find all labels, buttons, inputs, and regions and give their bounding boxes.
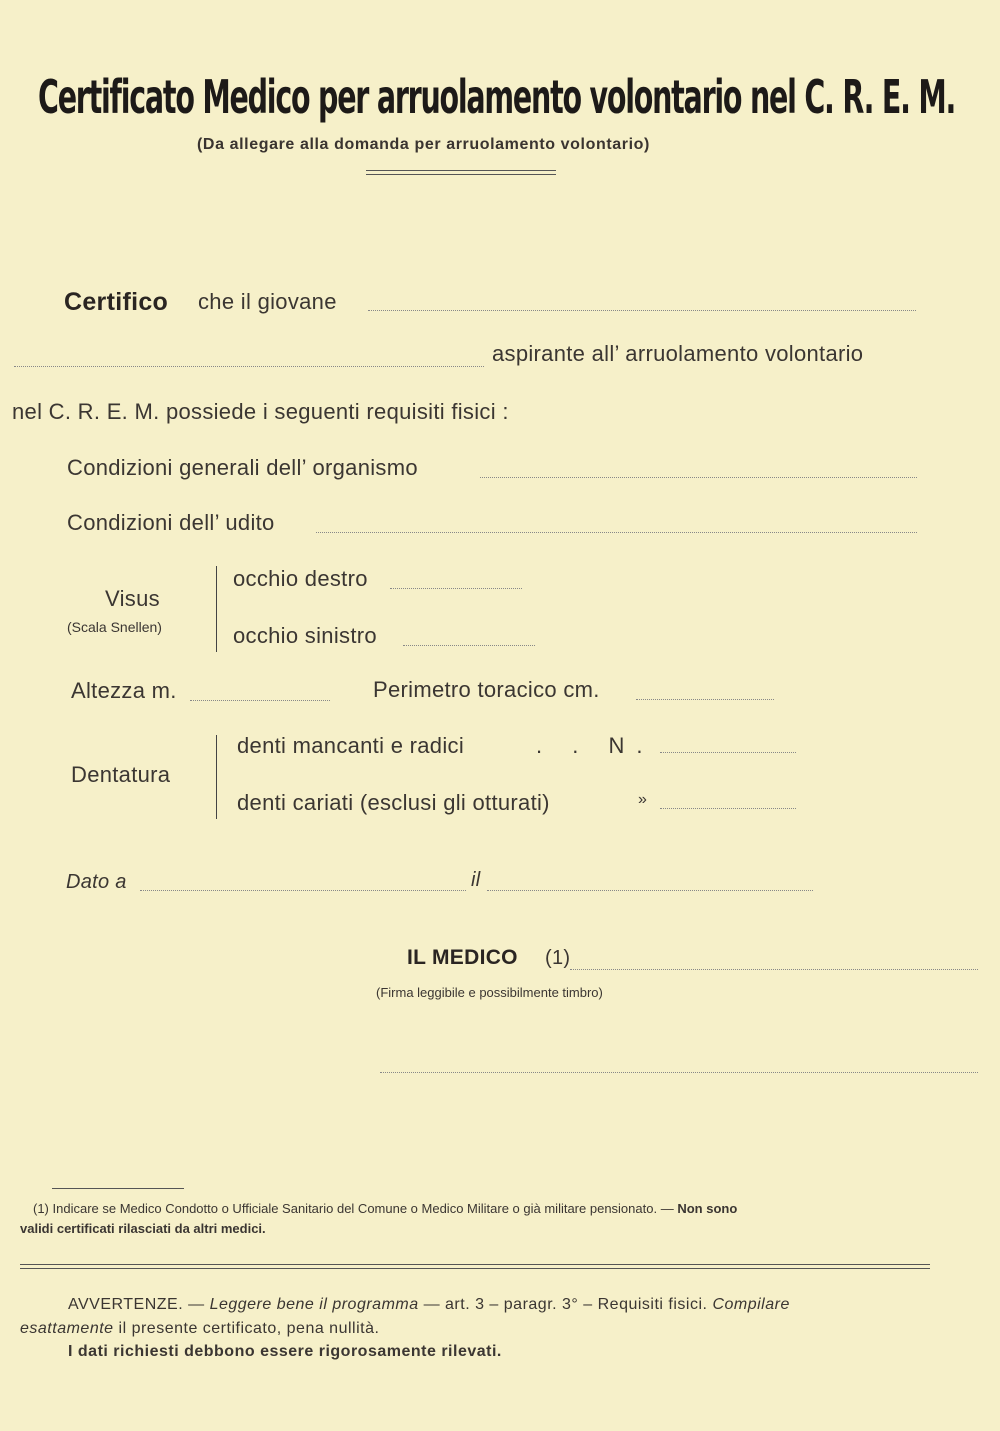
il-medico-name-field[interactable] [570, 969, 978, 970]
condizioni-generali-label: Condizioni generali dell’ organismo [67, 455, 418, 480]
footnote-text-1-bold: Non sono [677, 1201, 738, 1216]
avvertenze-line-3: I dati richiesti debbono essere rigorosamente rilevati. [68, 1343, 502, 1360]
il-label: il [471, 869, 481, 891]
aspirante-label: aspirante all’ arruolamento volontario [492, 341, 864, 366]
certifico-label: Certifico [64, 288, 169, 316]
avvertenze-italic-3: esattamente [20, 1320, 114, 1337]
occhio-sinistro-label: occhio sinistro [233, 623, 377, 648]
il-medico-note-ref: (1) [545, 947, 571, 969]
che-il-giovane-label: che il giovane [198, 289, 337, 314]
dato-a-field[interactable] [140, 890, 466, 891]
footnote-rule [52, 1188, 184, 1189]
document-subtitle: (Da allegare alla domanda per arruolamento volontario) [197, 136, 650, 153]
altezza-field[interactable] [190, 700, 330, 701]
giovane-name-field-continued[interactable] [14, 366, 484, 367]
visus-brace [216, 566, 223, 652]
title-divider-top [366, 170, 556, 171]
denti-mancanti-label: denti mancanti e radici [237, 733, 465, 758]
condizioni-udito-label: Condizioni dell’ udito [67, 510, 275, 535]
signature-field[interactable] [380, 1072, 978, 1073]
avvertenze-divider-bottom [20, 1268, 930, 1269]
altezza-label: Altezza m. [71, 678, 177, 703]
denti-mancanti-field[interactable] [660, 752, 796, 753]
avvertenze-line-1 [68, 1296, 790, 1314]
visus-label: Visus [105, 586, 160, 611]
il-medico-label: IL MEDICO [407, 946, 518, 969]
denti-cariati-label: denti cariati (esclusi gli otturati) [237, 790, 550, 815]
occhio-destro-field[interactable] [390, 588, 522, 589]
title-divider-bottom [366, 174, 556, 175]
denti-cariati-mark: » [638, 791, 648, 808]
dentatura-label: Dentatura [71, 762, 171, 787]
document-title: Certificato Medico per arruolamento volontario nel C. R. E. M. [38, 70, 956, 124]
giovane-name-field[interactable] [368, 310, 916, 311]
avvertenze-divider-top [20, 1264, 930, 1265]
dentatura-brace [216, 735, 223, 819]
footnote-line-1 [33, 1201, 737, 1216]
perimetro-field[interactable] [636, 699, 774, 700]
avvertenze-line-2 [20, 1320, 379, 1338]
date-field[interactable] [487, 890, 813, 891]
avvertenze-label: AVVERTENZE. — [68, 1296, 205, 1313]
condizioni-udito-field[interactable] [316, 532, 917, 533]
footnote-line-2: validi certificati rilasciati da altri medici. [20, 1221, 266, 1236]
scala-snellen-label: (Scala Snellen) [67, 619, 162, 635]
denti-cariati-field[interactable] [660, 808, 796, 809]
avvertenze-italic-1: Leggere bene il programma [209, 1296, 419, 1313]
avvertenze-italic-2: Compilare [712, 1296, 790, 1313]
firma-instruction: (Firma leggibile e possibilmente timbro) [376, 985, 603, 1000]
footnote-text-1: (1) Indicare se Medico Condotto o Ufficiale Sanitario del Comune o Medico Militare o già militare pensionato. — [33, 1201, 674, 1216]
occhio-destro-label: occhio destro [233, 566, 368, 591]
requisiti-label: nel C. R. E. M. possiede i seguenti requisiti fisici : [12, 399, 509, 424]
dato-a-label: Dato a [66, 871, 127, 893]
denti-mancanti-n-label: . . N. [536, 733, 655, 758]
avvertenze-line-2-rest: il presente certificato, pena nullità. [118, 1320, 380, 1337]
condizioni-generali-field[interactable] [480, 477, 917, 478]
occhio-sinistro-field[interactable] [403, 645, 535, 646]
avvertenze-mid-1: — art. 3 – paragr. 3° – Requisiti fisici. [423, 1296, 708, 1313]
perimetro-label: Perimetro toracico cm. [373, 677, 600, 702]
